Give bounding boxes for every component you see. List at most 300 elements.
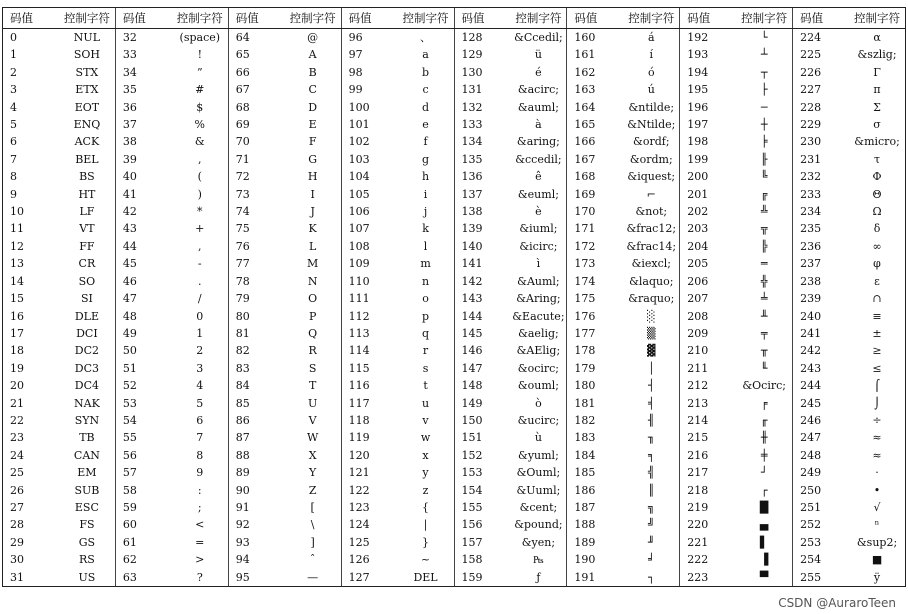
char-cell: ù: [534, 431, 542, 445]
char-cell: &Eacute;: [512, 309, 565, 323]
char-cell: ,: [198, 239, 202, 253]
char-cell: ╪: [760, 448, 768, 462]
code-value-cell: 153: [454, 464, 510, 481]
char-cell: ≤: [849, 360, 905, 377]
code-value-cell: 48: [115, 308, 171, 325]
code-value-cell: 135: [454, 151, 510, 168]
code-value-cell: 134: [454, 133, 510, 150]
code-value-cell: 87: [228, 429, 284, 446]
code-value-cell: 85: [228, 395, 284, 412]
code-value-cell: 12: [3, 238, 59, 255]
code-value-cell: 2: [3, 64, 59, 81]
code-value-cell: 81: [228, 325, 284, 342]
char-cell: Γ: [849, 64, 905, 81]
char-cell: ;: [197, 500, 202, 514]
char-cell: ü: [534, 48, 542, 62]
code-value-cell: 108: [341, 238, 397, 255]
code-value-cell: 201: [680, 186, 736, 203]
char-cell: !: [197, 48, 202, 62]
char-cell: ]: [310, 535, 315, 549]
table-row: [3, 203, 906, 220]
code-value-cell: 99: [341, 81, 397, 98]
code-value-cell: 173: [567, 255, 623, 272]
char-cell: ╢: [647, 413, 655, 427]
char-cell: 、: [420, 31, 432, 44]
code-value-cell: 97: [341, 46, 397, 63]
char-cell: ╫: [760, 431, 768, 445]
char-cell: ≈: [849, 447, 905, 464]
char-cell: @: [307, 31, 319, 44]
code-value-cell: 174: [567, 273, 623, 290]
code-value-cell: 171: [567, 220, 623, 237]
char-cell: Σ: [849, 99, 905, 116]
char-cell: &ordf;: [633, 135, 670, 149]
code-value-cell: 246: [793, 412, 849, 429]
code-value-cell: 75: [228, 220, 284, 237]
code-value-cell: 7: [3, 151, 59, 168]
table-row: [3, 395, 906, 412]
char-cell: K: [308, 222, 317, 236]
char-cell: í: [649, 48, 654, 62]
code-value-cell: 19: [3, 360, 59, 377]
code-value-cell: 68: [228, 99, 284, 116]
char-cell: ·: [849, 464, 905, 481]
code-value-cell: 212: [680, 377, 736, 394]
char-cell: SOH: [73, 48, 100, 62]
code-value-cell: 27: [3, 499, 59, 516]
code-value-cell: 66: [228, 64, 284, 81]
code-value-cell: 8: [3, 168, 59, 185]
code-value-cell: 25: [3, 464, 59, 481]
code-value-cell: 105: [341, 186, 397, 203]
char-cell: $: [196, 100, 204, 114]
code-value-cell: 33: [115, 46, 171, 63]
code-value-cell: 13: [3, 255, 59, 272]
char-cell: &ucirc;: [517, 413, 560, 427]
code-value-cell: 5: [3, 116, 59, 133]
code-value-cell: 251: [793, 499, 849, 516]
char-cell: 7: [196, 431, 204, 445]
code-value-cell: 4: [3, 99, 59, 116]
char-cell: ┤: [647, 379, 655, 393]
code-value-cell: 160: [567, 29, 623, 47]
char-cell: ê: [535, 170, 542, 184]
code-value-cell: 120: [341, 447, 397, 464]
char-cell: ╜: [647, 535, 655, 549]
char-cell: E: [308, 118, 317, 132]
code-value-cell: 102: [341, 133, 397, 150]
table-header: [3, 8, 906, 29]
char-cell: SUB: [74, 483, 100, 497]
char-cell: │: [647, 361, 655, 375]
code-value-cell: 17: [3, 325, 59, 342]
code-value-cell: 170: [567, 203, 623, 220]
code-value-cell: 21: [3, 395, 59, 412]
code-value-cell: 32: [115, 29, 171, 47]
char-cell: \: [310, 518, 315, 532]
code-value-cell: 59: [115, 499, 171, 516]
code-value-cell: 115: [341, 360, 397, 377]
char-cell: BEL: [75, 152, 99, 166]
code-value-cell: 255: [793, 569, 849, 587]
char-cell: ⌠: [849, 377, 905, 394]
code-value-cell: 3: [3, 81, 59, 98]
table-row: [3, 482, 906, 499]
code-value-cell: 106: [341, 203, 397, 220]
code-value-cell: 203: [680, 220, 736, 237]
code-value-cell: 124: [341, 516, 397, 533]
char-cell: Ω: [849, 203, 905, 220]
code-value-cell: 14: [3, 273, 59, 290]
char-cell: DC4: [74, 379, 100, 393]
table-row: [3, 342, 906, 359]
code-value-cell: 109: [341, 255, 397, 272]
char-cell: &aelig;: [518, 326, 559, 340]
code-value-cell: 62: [115, 551, 171, 568]
code-value-cell: 20: [3, 377, 59, 394]
char-cell: &szlig;: [849, 46, 905, 63]
column-header-char: 控制字符: [510, 8, 566, 29]
char-cell: W: [307, 431, 319, 445]
table-row: [3, 186, 906, 203]
char-cell: &yen;: [521, 535, 556, 549]
code-value-cell: 118: [341, 412, 397, 429]
char-cell: ,: [198, 152, 202, 166]
code-value-cell: 74: [228, 203, 284, 220]
char-cell: NAK: [74, 396, 100, 410]
char-cell: I: [310, 187, 315, 201]
code-value-cell: 177: [567, 325, 623, 342]
code-value-cell: 237: [793, 255, 849, 272]
char-cell: Θ: [849, 186, 905, 203]
char-cell: B: [308, 65, 317, 79]
column-header-char: 控制字符: [736, 8, 792, 29]
char-cell: ƒ: [510, 569, 566, 587]
char-cell: *: [197, 205, 203, 219]
code-value-cell: 38: [115, 133, 171, 150]
char-cell: &Aring;: [516, 292, 561, 306]
char-cell: 4: [196, 379, 204, 393]
code-value-cell: 184: [567, 447, 623, 464]
code-value-cell: 47: [115, 290, 171, 307]
char-cell: •: [849, 482, 905, 499]
code-value-cell: 31: [3, 569, 59, 587]
table-row: [3, 273, 906, 290]
code-value-cell: 92: [228, 516, 284, 533]
code-value-cell: 140: [454, 238, 510, 255]
char-cell: ╟: [760, 152, 768, 166]
code-value-cell: 192: [680, 29, 736, 47]
char-cell: ╥: [760, 344, 768, 358]
char-cell: è: [535, 205, 542, 219]
table-row: [3, 429, 906, 446]
char-cell: STX: [75, 65, 99, 79]
char-cell: ─: [760, 100, 768, 114]
code-value-cell: 72: [228, 168, 284, 185]
table-row: [3, 290, 906, 307]
code-value-cell: 197: [680, 116, 736, 133]
char-cell: y: [422, 466, 429, 480]
code-value-cell: 230: [793, 133, 849, 150]
code-value-cell: 138: [454, 203, 510, 220]
code-value-cell: 151: [454, 429, 510, 446]
code-value-cell: 238: [793, 273, 849, 290]
char-cell: /: [197, 292, 202, 306]
code-value-cell: 122: [341, 482, 397, 499]
char-cell: ▓: [647, 344, 656, 358]
code-value-cell: 226: [793, 64, 849, 81]
char-cell: C: [308, 83, 317, 97]
code-value-cell: 41: [115, 186, 171, 203]
char-cell: &ccedil;: [515, 152, 562, 166]
code-value-cell: 30: [3, 551, 59, 568]
char-cell: ╗: [647, 500, 655, 514]
table-row: [3, 151, 906, 168]
code-value-cell: 202: [680, 203, 736, 220]
code-value-cell: 182: [567, 412, 623, 429]
char-cell: >: [195, 553, 205, 567]
char-cell: ENQ: [73, 118, 101, 132]
code-value-cell: 133: [454, 116, 510, 133]
code-value-cell: 34: [115, 64, 171, 81]
char-cell: FS: [79, 518, 95, 532]
char-cell: d: [422, 100, 430, 114]
char-cell: L: [309, 239, 317, 253]
char-cell: α: [849, 29, 905, 47]
char-cell: ”: [196, 65, 203, 79]
code-value-cell: 145: [454, 325, 510, 342]
char-cell: (: [197, 170, 202, 184]
char-cell: 1: [196, 326, 204, 340]
code-value-cell: 96: [341, 29, 397, 47]
char-cell: ┬: [760, 65, 768, 79]
code-value-cell: 126: [341, 551, 397, 568]
code-value-cell: 144: [454, 308, 510, 325]
char-cell: GS: [78, 535, 96, 549]
char-cell: EM: [77, 466, 97, 480]
char-cell: k: [422, 222, 429, 236]
code-value-cell: 227: [793, 81, 849, 98]
code-value-cell: 190: [567, 551, 623, 568]
column-header-char: 控制字符: [285, 8, 341, 29]
char-cell: -: [197, 257, 202, 271]
table-body: [3, 29, 906, 587]
code-value-cell: 186: [567, 482, 623, 499]
code-value-cell: 52: [115, 377, 171, 394]
code-value-cell: 165: [567, 116, 623, 133]
column-header-code: 码值: [567, 8, 623, 29]
code-value-cell: 94: [228, 551, 284, 568]
char-cell: n: [421, 274, 430, 288]
code-value-cell: 142: [454, 273, 510, 290]
code-value-cell: 111: [341, 290, 397, 307]
char-cell: SYN: [74, 413, 100, 427]
char-cell: &Ntilde;: [627, 118, 676, 132]
char-cell: 6: [196, 413, 204, 427]
char-cell: [: [310, 500, 315, 514]
code-value-cell: 83: [228, 360, 284, 377]
column-header-code: 码值: [454, 8, 510, 29]
code-value-cell: 250: [793, 482, 849, 499]
code-value-cell: 188: [567, 516, 623, 533]
char-cell: ₧: [533, 553, 544, 567]
code-value-cell: 42: [115, 203, 171, 220]
char-cell: ú: [647, 83, 655, 97]
code-value-cell: 143: [454, 290, 510, 307]
table-row: [3, 377, 906, 394]
code-value-cell: 147: [454, 360, 510, 377]
char-cell: δ: [849, 220, 905, 237]
char-cell: <: [195, 518, 205, 532]
code-value-cell: 1: [3, 46, 59, 63]
code-value-cell: 98: [341, 64, 397, 81]
char-cell: 0: [196, 309, 204, 323]
char-cell: ╠: [760, 239, 768, 253]
code-value-cell: 242: [793, 342, 849, 359]
code-value-cell: 235: [793, 220, 849, 237]
code-value-cell: 95: [228, 569, 284, 587]
code-value-cell: 167: [567, 151, 623, 168]
code-value-cell: 241: [793, 325, 849, 342]
char-cell: 3: [196, 361, 204, 375]
char-cell: H: [307, 170, 318, 184]
code-value-cell: 117: [341, 395, 397, 412]
char-cell: g: [422, 152, 430, 166]
code-value-cell: 88: [228, 447, 284, 464]
char-cell: &frac12;: [626, 222, 677, 236]
code-value-cell: 60: [115, 516, 171, 533]
code-value-cell: 114: [341, 342, 397, 359]
table-row: [3, 360, 906, 377]
char-cell: r: [422, 344, 429, 358]
code-value-cell: 35: [115, 81, 171, 98]
table-row: [3, 412, 906, 429]
char-cell: S: [308, 361, 317, 375]
char-cell: á: [648, 31, 655, 44]
char-cell: Q: [308, 326, 318, 340]
code-value-cell: 18: [3, 342, 59, 359]
char-cell: &ntilde;: [628, 100, 675, 114]
code-value-cell: 210: [680, 342, 736, 359]
code-value-cell: 36: [115, 99, 171, 116]
char-cell: 5: [196, 396, 204, 410]
char-cell: ˆ: [309, 553, 316, 567]
char-cell: ╔: [760, 187, 768, 201]
char-cell: ╚: [760, 170, 768, 184]
code-value-cell: 37: [115, 116, 171, 133]
char-cell: ▌: [759, 535, 769, 549]
char-cell: é: [535, 65, 542, 79]
code-value-cell: 131: [454, 81, 510, 98]
char-cell: DC2: [74, 344, 100, 358]
char-cell: ≡: [849, 308, 905, 325]
char-cell: &Auml;: [517, 274, 560, 288]
char-cell: ╙: [760, 361, 768, 375]
char-cell: Z: [308, 483, 317, 497]
code-value-cell: 248: [793, 447, 849, 464]
char-cell: ╬: [760, 274, 768, 288]
char-cell: A: [308, 48, 317, 62]
code-value-cell: 222: [680, 551, 736, 568]
char-cell: π: [849, 81, 905, 98]
code-value-cell: 67: [228, 81, 284, 98]
code-value-cell: 166: [567, 133, 623, 150]
code-value-cell: 16: [3, 308, 59, 325]
char-cell: G: [308, 152, 318, 166]
column-header-code: 码值: [793, 8, 849, 29]
char-cell: &sup2;: [849, 534, 905, 551]
char-cell: └: [760, 31, 768, 44]
code-value-cell: 137: [454, 186, 510, 203]
char-cell: ETX: [75, 83, 99, 97]
char-cell: J: [310, 205, 315, 219]
char-cell: &: [194, 135, 205, 149]
code-value-cell: 51: [115, 360, 171, 377]
char-cell: l: [423, 239, 428, 253]
table-row: [3, 447, 906, 464]
code-value-cell: 136: [454, 168, 510, 185]
code-value-cell: 175: [567, 290, 623, 307]
char-cell: &Ouml;: [516, 466, 561, 480]
table-row: [3, 255, 906, 272]
table-row: [3, 116, 906, 133]
code-value-cell: 44: [115, 238, 171, 255]
char-cell: ╩: [760, 205, 768, 219]
char-cell: &raquo;: [628, 292, 675, 306]
char-cell: EOT: [74, 100, 100, 114]
code-value-cell: 132: [454, 99, 510, 116]
code-value-cell: 159: [454, 569, 510, 587]
char-cell: 8: [196, 448, 204, 462]
code-value-cell: 178: [567, 342, 623, 359]
char-cell: FF: [79, 239, 95, 253]
char-cell: ╝: [647, 518, 655, 532]
char-cell: ▐: [759, 553, 769, 567]
code-value-cell: 26: [3, 482, 59, 499]
code-value-cell: 9: [3, 186, 59, 203]
code-value-cell: 218: [680, 482, 736, 499]
code-value-cell: 61: [115, 534, 171, 551]
code-value-cell: 23: [3, 429, 59, 446]
code-value-cell: 247: [793, 429, 849, 446]
char-cell: ┘: [760, 466, 768, 480]
code-value-cell: 249: [793, 464, 849, 481]
code-value-cell: 139: [454, 220, 510, 237]
char-cell: U: [308, 396, 318, 410]
char-cell: ▄: [759, 518, 769, 532]
column-header-char: 控制字符: [398, 8, 454, 29]
char-cell: &auml;: [517, 100, 559, 114]
table-row: [3, 308, 906, 325]
column-header-char: 控制字符: [59, 8, 115, 29]
char-cell: DEL: [398, 569, 454, 587]
code-value-cell: 110: [341, 273, 397, 290]
char-cell: ±: [849, 325, 905, 342]
code-value-cell: 55: [115, 429, 171, 446]
char-cell: ε: [849, 273, 905, 290]
table-row: [3, 29, 906, 47]
char-cell: %: [194, 118, 205, 132]
code-value-cell: 6: [3, 133, 59, 150]
code-value-cell: 129: [454, 46, 510, 63]
char-cell: a: [422, 48, 429, 62]
char-cell: 9: [196, 466, 204, 480]
char-cell: &ordm;: [629, 152, 673, 166]
char-cell: o: [422, 292, 429, 306]
char-cell: D: [308, 100, 318, 114]
column-header-code: 码值: [341, 8, 397, 29]
code-value-cell: 141: [454, 255, 510, 272]
